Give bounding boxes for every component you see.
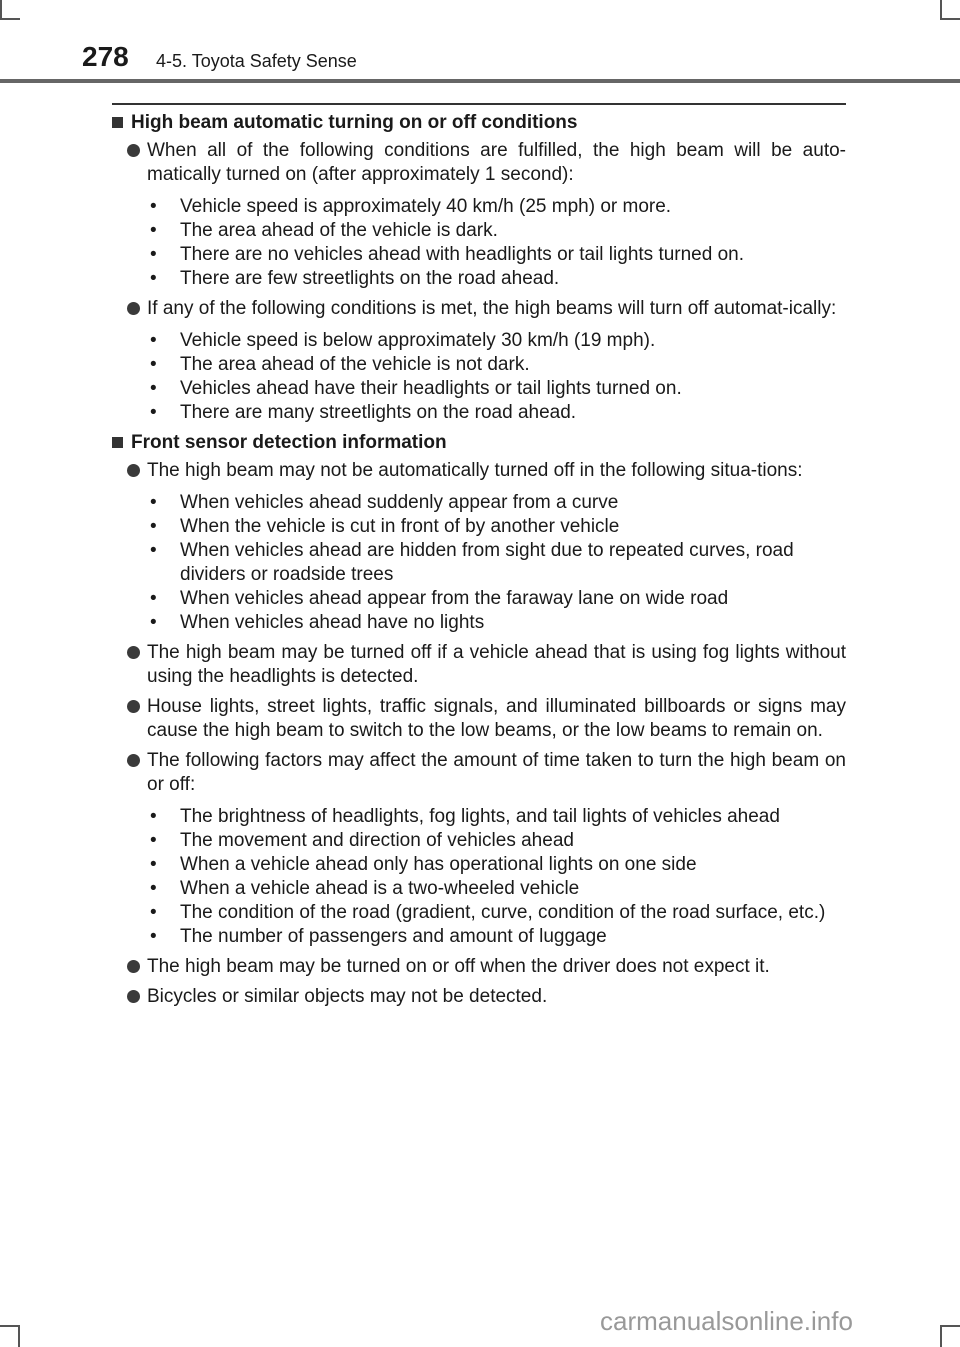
circle-bullet-icon [127,646,140,659]
crop-mark [940,0,942,20]
dot-bullet-icon: • [150,402,157,423]
dot-bullet-icon: • [150,244,157,265]
crop-mark [0,1325,20,1327]
section-heading-text: Front sensor detection information [131,432,447,453]
sub-list-item [112,611,846,635]
sub-list-text: The movement and direction of vehicles ahead [180,830,574,851]
dot-bullet-icon: • [150,806,157,827]
sub-list-text: The condition of the road (gradient, curve, condition of the road surface, etc.) [180,902,826,923]
sub-list-text: When a vehicle ahead is a two-wheeled vehicle [180,878,580,899]
sub-list-item [112,587,846,611]
dot-bullet-icon: • [150,588,157,609]
sub-list [112,491,846,635]
sub-list-item [112,377,846,401]
bullet-text: The high beam may be turned off if a vehicle ahead that is using fog lights without using the headlights is detected. [147,642,846,687]
section-heading [112,431,846,455]
bullet-item [112,985,846,1009]
sub-list-text: Vehicle speed is below approximately 30 km/h (19 mph). [180,330,656,351]
crop-mark [18,1325,20,1347]
crop-mark [0,18,20,20]
dot-bullet-icon: • [150,492,157,513]
dot-bullet-icon: • [150,220,157,241]
sub-list-text: The brightness of headlights, fog lights, and tail lights of vehicles ahead [180,806,780,827]
sub-list-item [112,353,846,377]
watermark: carmanualsonline.info [600,1306,853,1336]
crop-mark [940,1325,942,1347]
crop-mark [940,1325,960,1327]
sub-list-item [112,329,846,353]
sub-list-text: There are no vehicles ahead with headlights or tail lights turned on. [180,244,745,265]
bullet-item [112,695,846,743]
dot-bullet-icon: • [150,902,157,923]
sub-list [112,329,846,425]
circle-bullet-icon [127,960,140,973]
page-number: 278 [82,41,129,72]
header-rule [0,79,960,83]
bullet-text: If any of the following conditions is met, the high beams will turn off automat-ically: [147,298,837,319]
dot-bullet-icon: • [150,516,157,537]
section-title: 4-5. Toyota Safety Sense [156,51,357,71]
circle-bullet-icon [127,302,140,315]
bullet-text: When all of the following conditions are fulfilled, the high beam will be auto-matically turned on (after approximately 1 second): [147,140,846,185]
sub-list-item [112,243,846,267]
sub-list-item [112,219,846,243]
circle-bullet-icon [127,700,140,713]
bullet-item [112,955,846,979]
section-heading [112,111,846,135]
bullet-text: The high beam may not be automatically turned off in the following situa-tions: [147,460,803,481]
dot-bullet-icon: • [150,378,157,399]
bullet-text: The high beam may be turned on or off when the driver does not expect it. [147,956,770,977]
page-content [112,111,846,1015]
sub-list-text: There are few streetlights on the road ahead. [180,268,560,289]
bullet-item [112,459,846,483]
sub-list-item [112,401,846,425]
bullet-item [112,641,846,689]
sub-list-text: When a vehicle ahead only has operational lights on one side [180,854,697,875]
sub-list [112,805,846,949]
sub-list-text: When vehicles ahead suddenly appear from a curve [180,492,619,513]
sub-list-text: When vehicles ahead are hidden from sight due to repeated curves, road dividers or roadside trees [180,540,794,585]
dot-bullet-icon: • [150,854,157,875]
sub-list-text: When the vehicle is cut in front of by another vehicle [180,516,620,537]
dot-bullet-icon: • [150,926,157,947]
topic-rule [112,103,846,105]
sub-list-item [112,539,846,587]
dot-bullet-icon: • [150,540,157,561]
bullet-item [112,139,846,187]
sub-list-text: The area ahead of the vehicle is not dark. [180,354,530,375]
dot-bullet-icon: • [150,196,157,217]
square-marker-icon [112,437,123,448]
crop-mark [940,18,960,20]
sub-list-text: The area ahead of the vehicle is dark. [180,220,498,241]
sub-list-item [112,925,846,949]
circle-bullet-icon [127,754,140,767]
bullet-item [112,297,846,321]
bullet-text: House lights, street lights, traffic signals, and illuminated billboards or signs may cause the high beam to switch to the low beams, or the low beams to remain on. [147,696,846,741]
bullet-item [112,749,846,797]
sub-list-item [112,267,846,291]
square-marker-icon [112,117,123,128]
sub-list-item [112,877,846,901]
circle-bullet-icon [127,464,140,477]
sub-list-item [112,515,846,539]
bullet-text: The following factors may affect the amount of time taken to turn the high beam on or off: [147,750,846,795]
dot-bullet-icon: • [150,612,157,633]
sub-list-item [112,853,846,877]
dot-bullet-icon: • [150,330,157,351]
sub-list-text: Vehicles ahead have their headlights or tail lights turned on. [180,378,682,399]
circle-bullet-icon [127,144,140,157]
dot-bullet-icon: • [150,354,157,375]
sub-list-item [112,805,846,829]
dot-bullet-icon: • [150,830,157,851]
sub-list-text: There are many streetlights on the road ahead. [180,402,577,423]
sub-list [112,195,846,291]
sub-list-text: Vehicle speed is approximately 40 km/h (25 mph) or more. [180,196,672,217]
circle-bullet-icon [127,990,140,1003]
bullet-text: Bicycles or similar objects may not be detected. [147,986,548,1007]
sub-list-item [112,491,846,515]
dot-bullet-icon: • [150,878,157,899]
dot-bullet-icon: • [150,268,157,289]
sub-list-item [112,901,846,925]
sub-list-text: When vehicles ahead have no lights [180,612,485,633]
sub-list-text: The number of passengers and amount of luggage [180,926,607,947]
crop-mark [0,0,2,20]
sub-list-item [112,829,846,853]
section-heading-text: High beam automatic turning on or off conditions [131,112,578,133]
sub-list-text: When vehicles ahead appear from the faraway lane on wide road [180,588,729,609]
sub-list-item [112,195,846,219]
